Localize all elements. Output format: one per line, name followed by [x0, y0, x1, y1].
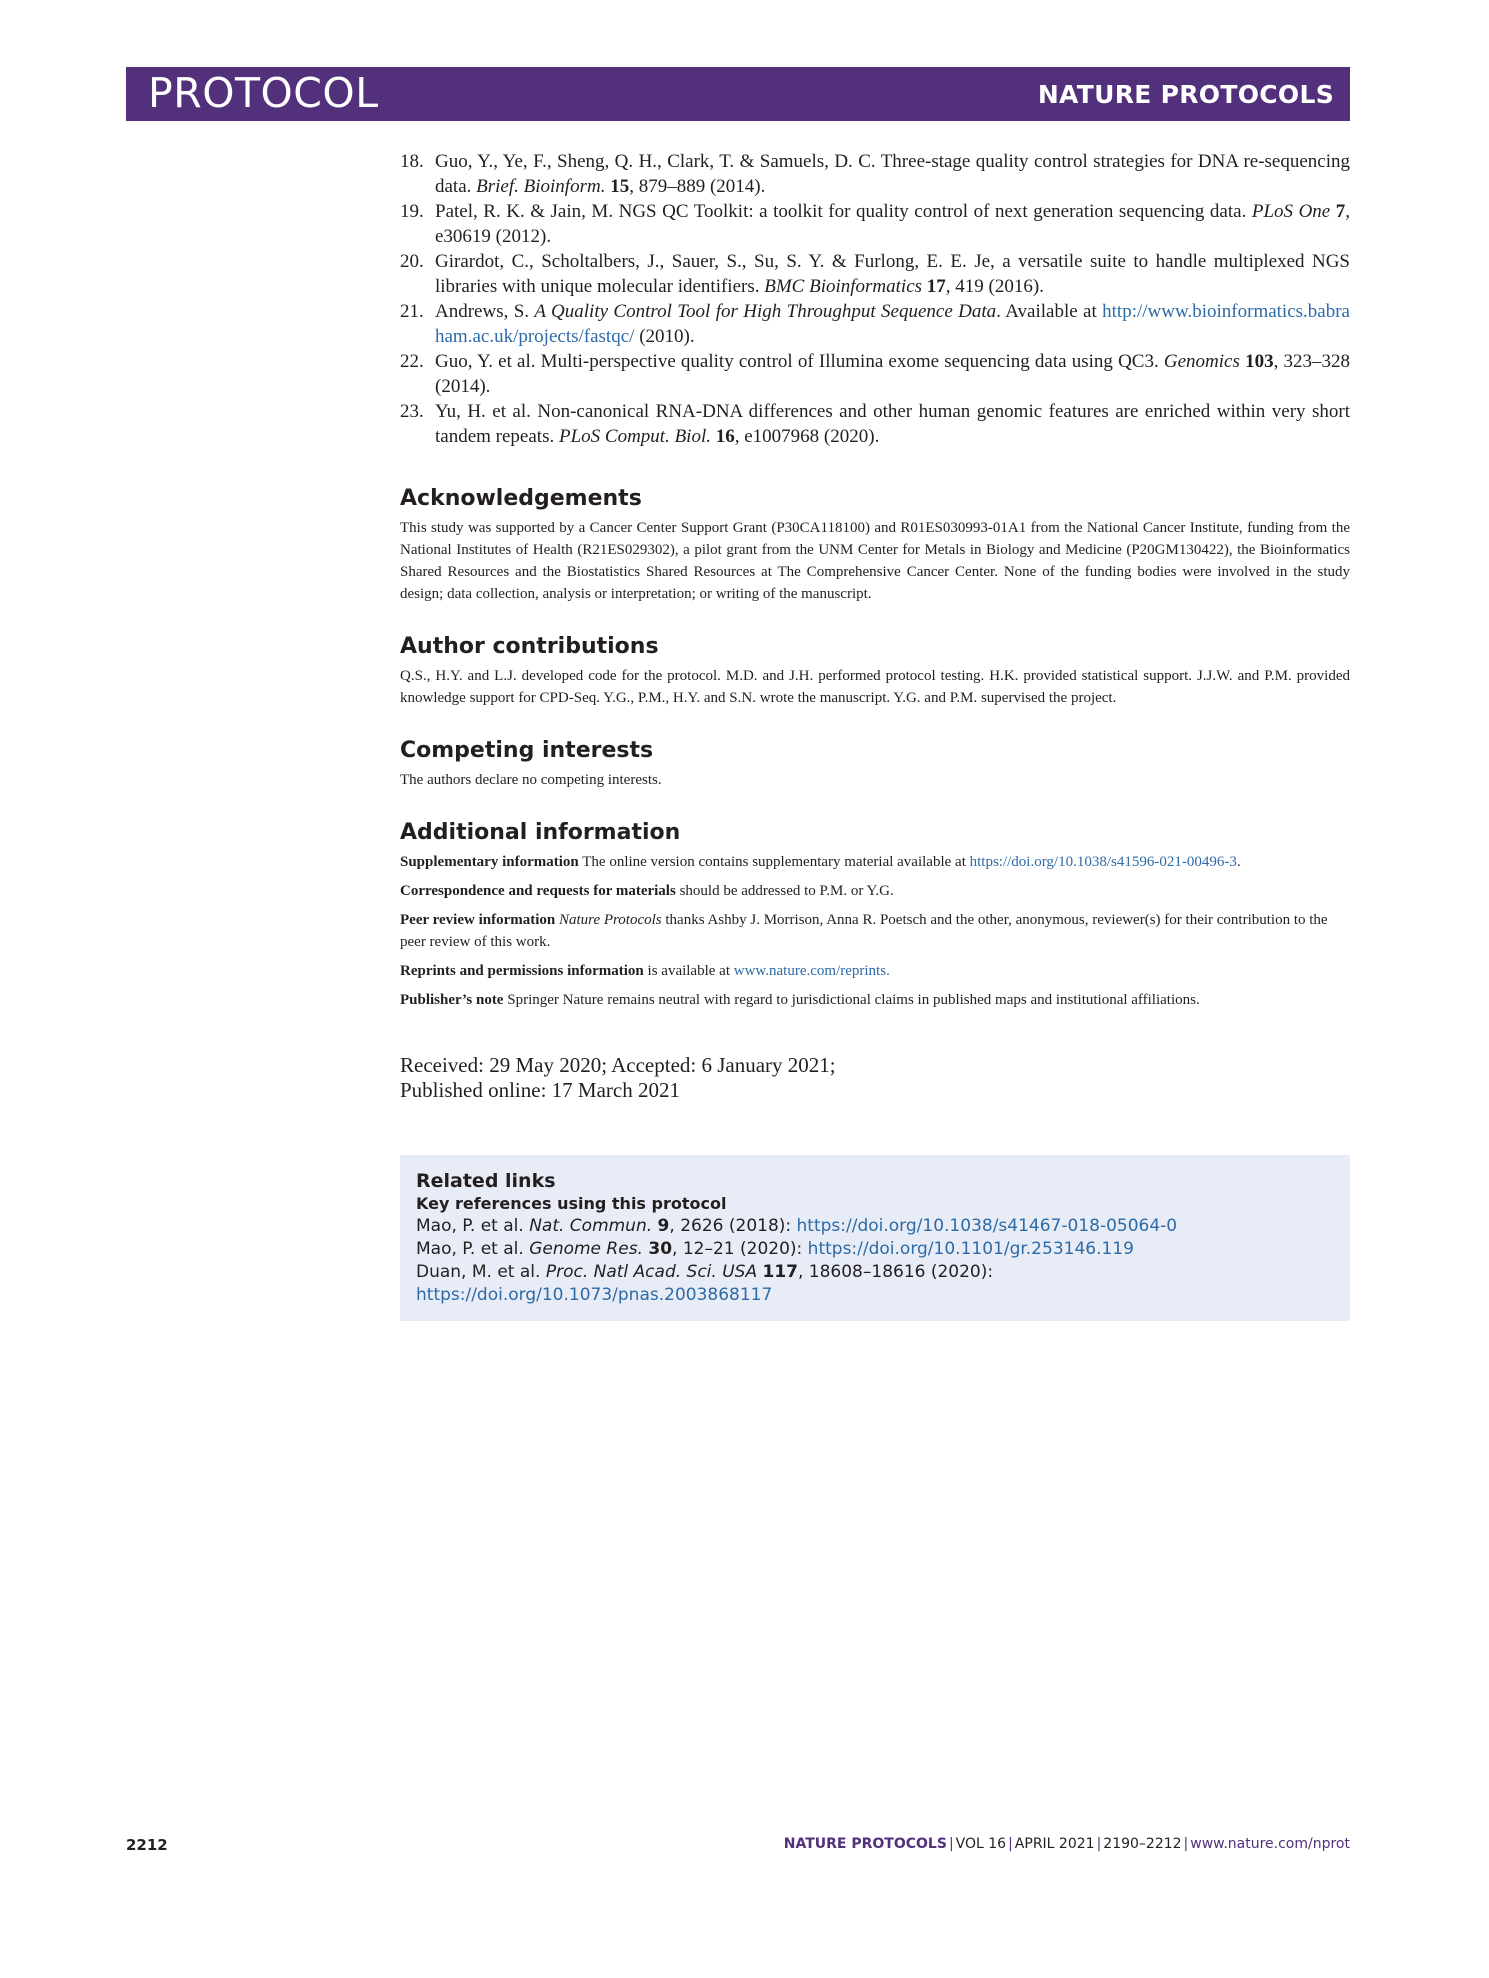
peer-review-information	[400, 909, 1350, 953]
author-contributions-text: Q.S., H.Y. and L.J. developed code for the protocol. M.D. and J.H. performed protocol testing. H.K. provided statistical support. J.J.W. and P.M. provided knowledge support for CPD-Seq. Y.G., P.M., H.Y. and S.N. wrote the manuscript. Y.G. and P.M. supervised the project.	[400, 668, 1350, 706]
journal-name-header: NATURE PROTOCOLS	[1037, 80, 1334, 109]
reference-journal: BMC Bioinformatics	[764, 276, 923, 297]
reference-pages: , 419 (2016).	[945, 276, 1044, 297]
reference-item	[400, 149, 1350, 199]
competing-interests-text: The authors declare no competing interests.	[400, 772, 662, 788]
related-pages: , 12–21 (2020):	[672, 1239, 808, 1259]
reference-text: Patel, R. K. & Jain, M. NGS QC Toolkit: a toolkit for quality control of next generation sequencing data.	[435, 201, 1252, 222]
received-accepted-dates: Received: 29 May 2020; Accepted: 6 January 2021;	[400, 1053, 836, 1077]
reference-number: 21.	[400, 301, 424, 322]
reprints-text: is available at	[643, 963, 734, 979]
related-pages: , 18608–18616 (2020):	[797, 1262, 994, 1282]
peer-review-text: thanks Ashby J. Morrison, Anna R. Poetsch and the other, anonymous, reviewer(s) for their contribution to the peer review of this work.	[400, 912, 1328, 950]
reference-year: (2010).	[634, 326, 695, 347]
reference-journal: Brief. Bioinform.	[476, 176, 606, 197]
reference-text: Guo, Y. et al. Multi-perspective quality control of Illumina exome sequencing data using QC3.	[435, 351, 1164, 372]
reference-text: . Available at	[996, 301, 1103, 322]
reference-item	[400, 249, 1350, 299]
related-link-item	[416, 1238, 1334, 1261]
author-contributions-heading: Author contributions	[400, 634, 659, 659]
related-links-subtitle: Key references using this protocol	[416, 1194, 727, 1213]
article-type-label: PROTOCOL	[148, 69, 379, 117]
related-volume: 9	[657, 1216, 670, 1236]
footer-separator: |	[948, 1836, 954, 1852]
reference-item	[400, 349, 1350, 399]
reprints-information	[400, 960, 1350, 982]
reference-volume: 15	[610, 176, 630, 197]
header-banner	[126, 67, 1350, 121]
reference-pages: , 879–889 (2014).	[629, 176, 766, 197]
reprints-label: Reprints and permissions information	[400, 963, 644, 979]
published-date: Published online: 17 March 2021	[400, 1078, 680, 1102]
footer-date: APRIL 2021	[1014, 1836, 1095, 1852]
reprints-link[interactable]: www.nature.com/reprints.	[733, 963, 890, 979]
reference-text: Andrews, S.	[435, 301, 535, 322]
supplementary-information	[400, 851, 1350, 873]
reference-text: Yu, H. et al. Non-canonical RNA-DNA differences and other human genomic features are enriched within very short tandem repeats.	[435, 401, 1350, 447]
related-links-title: Related links	[416, 1170, 556, 1192]
reference-pages: , e30619 (2012).	[435, 201, 1351, 247]
footer-citation	[784, 1836, 1350, 1852]
supplementary-label: Supplementary information	[400, 854, 579, 870]
footer-separator: |	[1096, 1836, 1102, 1852]
related-link-item	[416, 1261, 1334, 1307]
related-doi-link[interactable]: https://doi.org/10.1073/pnas.2003868117	[416, 1285, 773, 1305]
reference-text: Girardot, C., Scholtalbers, J., Sauer, S., Su, S. Y. & Furlong, E. E. Je, a versatile suite to handle multiplexed NGS libraries with unique molecular identifiers.	[435, 251, 1350, 297]
reference-item	[400, 299, 1350, 349]
reference-number: 18.	[400, 151, 424, 172]
reference-volume: 17	[926, 276, 946, 297]
competing-interests-section	[400, 737, 1350, 791]
reference-number: 22.	[400, 351, 424, 372]
related-journal: Genome Res.	[529, 1239, 643, 1259]
competing-interests-heading: Competing interests	[400, 738, 654, 763]
acknowledgements-heading: Acknowledgements	[400, 486, 642, 511]
reference-link[interactable]: http://www.bioinformatics.babraham.ac.uk/projects/fastqc/	[435, 301, 1350, 347]
related-journal: Proc. Natl Acad. Sci. USA	[545, 1262, 758, 1282]
related-pages: , 2626 (2018):	[669, 1216, 797, 1236]
publisher-note	[400, 989, 1350, 1011]
reference-pages: , e1007968 (2020).	[734, 426, 880, 447]
reference-item	[400, 199, 1350, 249]
related-authors: Mao, P. et al.	[416, 1239, 530, 1259]
article-dates	[400, 1053, 1350, 1103]
acknowledgements-text: This study was supported by a Cancer Center Support Grant (P30CA118100) and R01ES030993-01A1 from the National Cancer Institute, funding from the National Institutes of Health (R21ES029302), a pilot grant from the UNM Center for Metals in Biology and Medicine (P20GM130422), the Bioinformatics Shared Resources and the Biostatistics Shared Resources at The Comprehensive Cancer Center. None of the funding bodies were involved in the study design; data collection, analysis or interpretation; or writing of the manuscript.	[400, 520, 1350, 602]
reference-number: 20.	[400, 251, 424, 272]
reference-volume: 16	[715, 426, 735, 447]
page-number: 2212	[126, 1836, 168, 1854]
related-authors: Mao, P. et al.	[416, 1216, 530, 1236]
footer-separator: |	[1183, 1836, 1189, 1852]
related-authors: Duan, M. et al.	[416, 1262, 546, 1282]
related-doi-link[interactable]: https://doi.org/10.1101/gr.253146.119	[807, 1239, 1134, 1259]
related-volume: 30	[648, 1239, 673, 1259]
reference-item	[400, 399, 1350, 449]
acknowledgements-section	[400, 485, 1350, 605]
related-link-item	[416, 1215, 1334, 1238]
footer-volume: VOL 16	[955, 1836, 1007, 1852]
related-volume: 117	[762, 1262, 798, 1282]
supplementary-link[interactable]: https://doi.org/10.1038/s41596-021-00496-3	[969, 854, 1237, 870]
footer-url[interactable]: www.nature.com/nprot	[1190, 1836, 1350, 1852]
reference-list	[400, 149, 1350, 449]
publisher-note-label: Publisher’s note	[400, 992, 504, 1008]
peer-review-journal: Nature Protocols	[558, 912, 662, 928]
additional-information-section	[400, 819, 1350, 1011]
supplementary-text: The online version contains supplementary material available at	[578, 854, 970, 870]
reference-pages: , 323–328 (2014).	[435, 351, 1351, 397]
reference-journal: Genomics	[1163, 351, 1240, 372]
correspondence-text: should be addressed to P.M. or Y.G.	[675, 883, 894, 899]
correspondence-label: Correspondence and requests for materials	[400, 883, 676, 899]
footer-journal: NATURE PROTOCOLS	[783, 1836, 947, 1852]
author-contributions-section	[400, 633, 1350, 709]
reference-volume: 7	[1335, 201, 1346, 222]
reference-journal: PLoS Comput. Biol.	[558, 426, 711, 447]
supplementary-end: .	[1236, 854, 1241, 870]
reference-volume: 103	[1245, 351, 1274, 372]
reference-number: 23.	[400, 401, 424, 422]
reference-journal: PLoS One	[1251, 201, 1331, 222]
reference-number: 19.	[400, 201, 424, 222]
related-journal: Nat. Commun.	[529, 1216, 653, 1236]
reference-title: A Quality Control Tool for High Throughput Sequence Data	[534, 301, 997, 322]
footer-pages: 2190–2212	[1103, 1836, 1182, 1852]
reference-text: Guo, Y., Ye, F., Sheng, Q. H., Clark, T. & Samuels, D. C. Three-stage quality control strategies for DNA re-sequencing data.	[435, 151, 1350, 197]
publisher-note-text: Springer Nature remains neutral with regard to jurisdictional claims in published maps and institutional affiliations.	[503, 992, 1200, 1008]
related-doi-link[interactable]: https://doi.org/10.1038/s41467-018-05064-0	[796, 1216, 1178, 1236]
page-content	[400, 149, 1350, 1321]
related-links-box	[400, 1155, 1350, 1321]
peer-review-label: Peer review information	[400, 912, 556, 928]
footer-separator: |	[1008, 1836, 1013, 1852]
additional-information-heading: Additional information	[400, 820, 681, 845]
correspondence-information	[400, 880, 1350, 902]
